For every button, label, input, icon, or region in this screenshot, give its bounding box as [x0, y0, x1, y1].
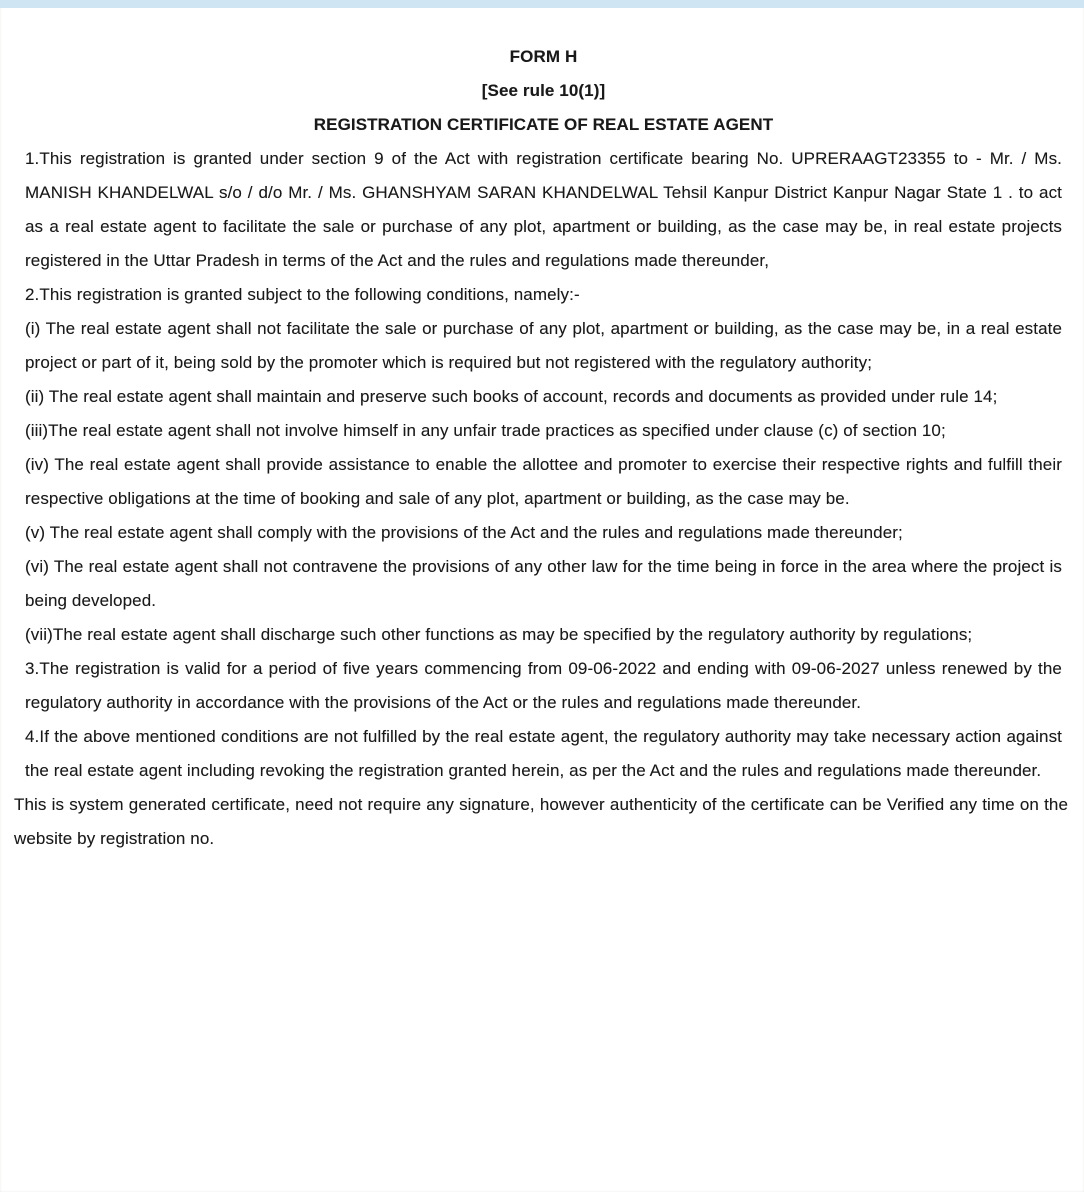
condition-iii: (iii)The real estate agent shall not involve himself in any unfair trade practices as specified under clause (c) of section 10;: [25, 421, 946, 440]
top-scan-bar: [0, 0, 1084, 8]
rule-reference: [See rule 10(1)]: [481, 81, 606, 100]
form-title: FORM H: [509, 47, 578, 66]
footer-note: This is system generated certificate, need not require any signature, however authenticity of the certificate can be Verified any time on the website by registration no.: [14, 795, 1068, 848]
paragraph-registration-grant: 1.This registration is granted under section 9 of the Act with registration certificate bearing No. UPRERAAGT23355 to - Mr. / Ms. MANISH KHANDELWAL s/o / d/o Mr. / Ms. GHANSHYAM SARAN KHANDELWAL Tehsil Kanpur District Kanpur Nagar State 1 . to act as a real estate agent to facilitate the sale or purchase of any plot, apartment or building, as the case may be, in real estate projects registered in the Uttar Pradesh in terms of the Act and the rules and regulations made thereunder,: [25, 149, 1062, 270]
condition-vii: (vii)The real estate agent shall discharge such other functions as may be specified by the regulatory authority by regulations;: [25, 625, 973, 644]
condition-v: (v) The real estate agent shall comply with the provisions of the Act and the rules and regulations made thereunder;: [25, 523, 903, 542]
certificate-heading: REGISTRATION CERTIFICATE OF REAL ESTATE AGENT: [313, 115, 774, 134]
paragraph-conditions-intro: 2.This registration is granted subject to the following conditions, namely:-: [25, 285, 580, 304]
condition-i: (i) The real estate agent shall not facilitate the sale or purchase of any plot, apartment or building, as the case may be, in a real estate project or part of it, being sold by the promoter which is required but not registered with the regulatory authority;: [25, 319, 1062, 372]
paragraph-revocation: 4.If the above mentioned conditions are not fulfilled by the real estate agent, the regulatory authority may take necessary action against the real estate agent including revoking the registration granted herein, as per the Act and the rules and regulations made thereunder.: [25, 727, 1062, 780]
condition-vi: (vi) The real estate agent shall not contravene the provisions of any other law for the time being in force in the area where the project is being developed.: [25, 557, 1062, 610]
paragraph-validity: 3.The registration is valid for a period of five years commencing from 09-06-2022 and ending with 09-06-2027 unless renewed by the regulatory authority in accordance with the provisions of the Act or the rules and regulations made thereunder.: [25, 659, 1062, 712]
condition-iv: (iv) The real estate agent shall provide assistance to enable the allottee and promoter to exercise their respective rights and fulfill their respective obligations at the time of booking and sale of any plot, apartment or building, as the case may be.: [25, 455, 1062, 508]
condition-ii: (ii) The real estate agent shall maintain and preserve such books of account, records and documents as provided under rule 14;: [25, 387, 998, 406]
